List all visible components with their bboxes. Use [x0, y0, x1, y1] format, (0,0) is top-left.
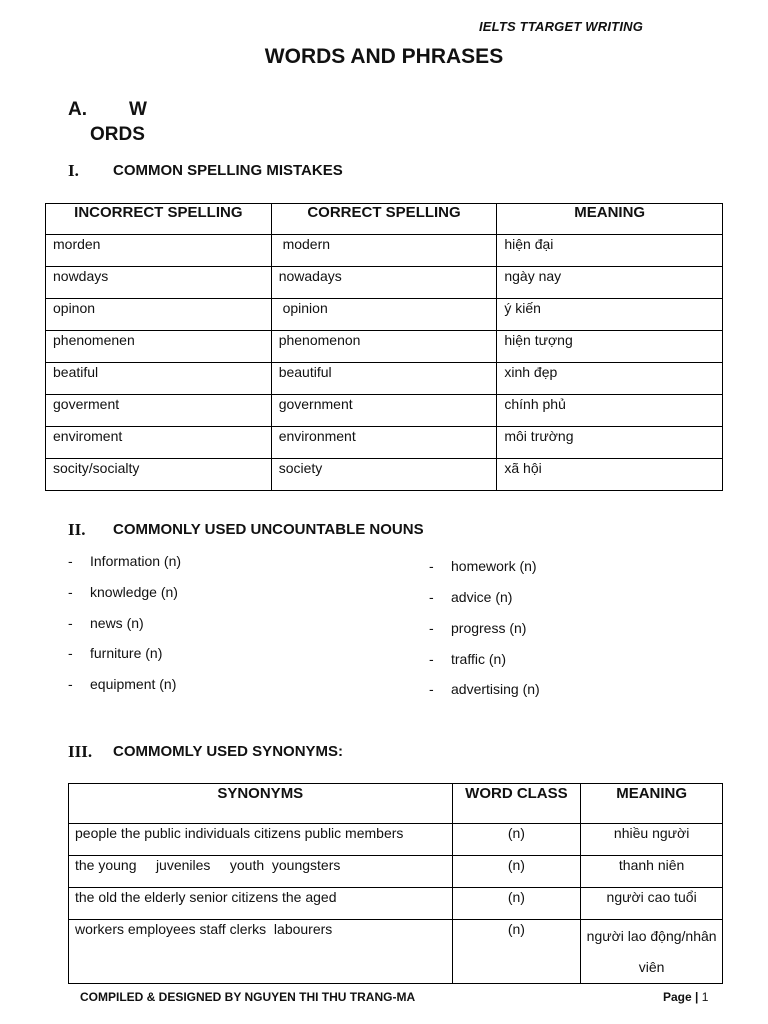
dash-bullet: -: [429, 651, 434, 667]
column-header: CORRECT SPELLING: [271, 204, 497, 235]
table-row: [69, 888, 723, 920]
incorrect-spelling-cell: opinon: [46, 299, 272, 331]
page-number: 1: [701, 990, 709, 1004]
incorrect-spelling-cell: goverment: [46, 395, 272, 427]
column-header: WORD CLASS: [452, 784, 581, 824]
column-header: MEANING: [497, 204, 723, 235]
meaning-cell: người cao tuổi: [581, 888, 723, 920]
dash-bullet: -: [68, 615, 73, 631]
synonyms-cell: people the public individuals citizens public members: [69, 824, 453, 856]
incorrect-spelling-cell: socity/socialty: [46, 459, 272, 491]
meaning-cell: nhiều người: [581, 824, 723, 856]
synonyms-table: [68, 783, 723, 984]
noun-label: advertising (n): [451, 681, 540, 697]
list-item: [429, 681, 540, 697]
page-number-footer: [663, 990, 708, 1004]
table-header-row: [69, 784, 723, 824]
list-item: [429, 620, 526, 636]
correct-spelling-cell: opinion: [271, 299, 497, 331]
correct-spelling-cell: society: [271, 459, 497, 491]
page-label: Page: [663, 990, 692, 1004]
noun-label: progress (n): [451, 620, 527, 636]
meaning-cell: hiện đại: [497, 235, 723, 267]
table-row: [46, 395, 723, 427]
section-a-letter: A.: [68, 99, 87, 120]
word-class-cell: (n): [452, 888, 581, 920]
meaning-cell: ý kiến: [497, 299, 723, 331]
list-item: [429, 558, 537, 574]
word-class-cell: (n): [452, 824, 581, 856]
word-class-cell: (n): [452, 856, 581, 888]
noun-label: equipment (n): [90, 676, 177, 692]
correct-spelling-cell: nowadays: [271, 267, 497, 299]
noun-label: Information (n): [90, 553, 182, 569]
dash-bullet: -: [429, 589, 434, 605]
noun-label: knowledge (n): [90, 584, 178, 600]
correct-spelling-cell: phenomenon: [271, 331, 497, 363]
table-row: [69, 824, 723, 856]
list-item: [68, 645, 162, 661]
correct-spelling-cell: environment: [271, 427, 497, 459]
correct-spelling-cell: modern: [271, 235, 497, 267]
noun-label: traffic (n): [451, 651, 506, 667]
dash-bullet: -: [68, 676, 73, 692]
correct-spelling-cell: government: [271, 395, 497, 427]
table-row: [46, 331, 723, 363]
word-class-cell: (n): [452, 920, 581, 984]
list-item: [68, 676, 176, 692]
dash-bullet: -: [429, 620, 434, 636]
table-row: [46, 459, 723, 491]
column-header: MEANING: [581, 784, 723, 824]
page-separator: |: [695, 990, 699, 1004]
dash-bullet: -: [68, 553, 73, 569]
column-header: SYNONYMS: [69, 784, 453, 824]
meaning-cell: xã hội: [497, 459, 723, 491]
table-row: [46, 427, 723, 459]
noun-label: news (n): [90, 615, 144, 631]
list-item: [68, 584, 178, 600]
noun-label: homework (n): [451, 558, 537, 574]
spelling-table: [45, 203, 723, 491]
section-a-title-first: W: [129, 99, 147, 120]
section-2-numeral: II.: [68, 520, 86, 539]
meaning-cell: hiện tượng: [497, 331, 723, 363]
correct-spelling-cell: beautiful: [271, 363, 497, 395]
meaning-cell: ngày nay: [497, 267, 723, 299]
table-header-row: [46, 204, 723, 235]
meaning-cell: môi trường: [497, 427, 723, 459]
noun-label: furniture (n): [90, 645, 163, 661]
list-item: [68, 615, 144, 631]
synonyms-cell: the young juveniles youth youngsters: [69, 856, 453, 888]
list-item: [429, 589, 512, 605]
section-1-numeral: I.: [68, 161, 79, 180]
meaning-cell: người lao động/nhân viên: [581, 920, 723, 984]
noun-label: advice (n): [451, 589, 513, 605]
table-row: [46, 267, 723, 299]
list-item: [68, 553, 181, 569]
dash-bullet: -: [68, 584, 73, 600]
dash-bullet: -: [68, 645, 73, 661]
section-1-title: COMMON SPELLING MISTAKES: [113, 162, 343, 179]
incorrect-spelling-cell: nowdays: [46, 267, 272, 299]
table-row: [69, 920, 723, 984]
column-header: INCORRECT SPELLING: [46, 204, 272, 235]
incorrect-spelling-cell: morden: [46, 235, 272, 267]
section-3-numeral: III.: [68, 742, 93, 761]
table-row: [69, 856, 723, 888]
meaning-cell: thanh niên: [581, 856, 723, 888]
synonyms-cell: workers employees staff clerks labourers: [69, 920, 453, 984]
section-a-title-rest: ORDS: [90, 124, 145, 145]
meaning-cell: chính phủ: [497, 395, 723, 427]
dash-bullet: -: [429, 681, 434, 697]
section-2-title: COMMONLY USED UNCOUNTABLE NOUNS: [113, 521, 424, 538]
incorrect-spelling-cell: phenomenen: [46, 331, 272, 363]
incorrect-spelling-cell: enviroment: [46, 427, 272, 459]
incorrect-spelling-cell: beatiful: [46, 363, 272, 395]
footer-credit: COMPILED & DESIGNED BY NGUYEN THI THU TRANG-MA: [80, 990, 416, 1004]
page-title: WORDS AND PHRASES: [264, 45, 504, 68]
section-3-title: COMMOMLY USED SYNONYMS:: [113, 743, 344, 760]
dash-bullet: -: [429, 558, 434, 574]
table-row: [46, 299, 723, 331]
table-row: [46, 235, 723, 267]
header-note: IELTS TTARGET WRITING: [479, 19, 644, 34]
list-item: [429, 651, 506, 667]
synonyms-cell: the old the elderly senior citizens the aged: [69, 888, 453, 920]
meaning-cell: xinh đẹp: [497, 363, 723, 395]
table-row: [46, 363, 723, 395]
